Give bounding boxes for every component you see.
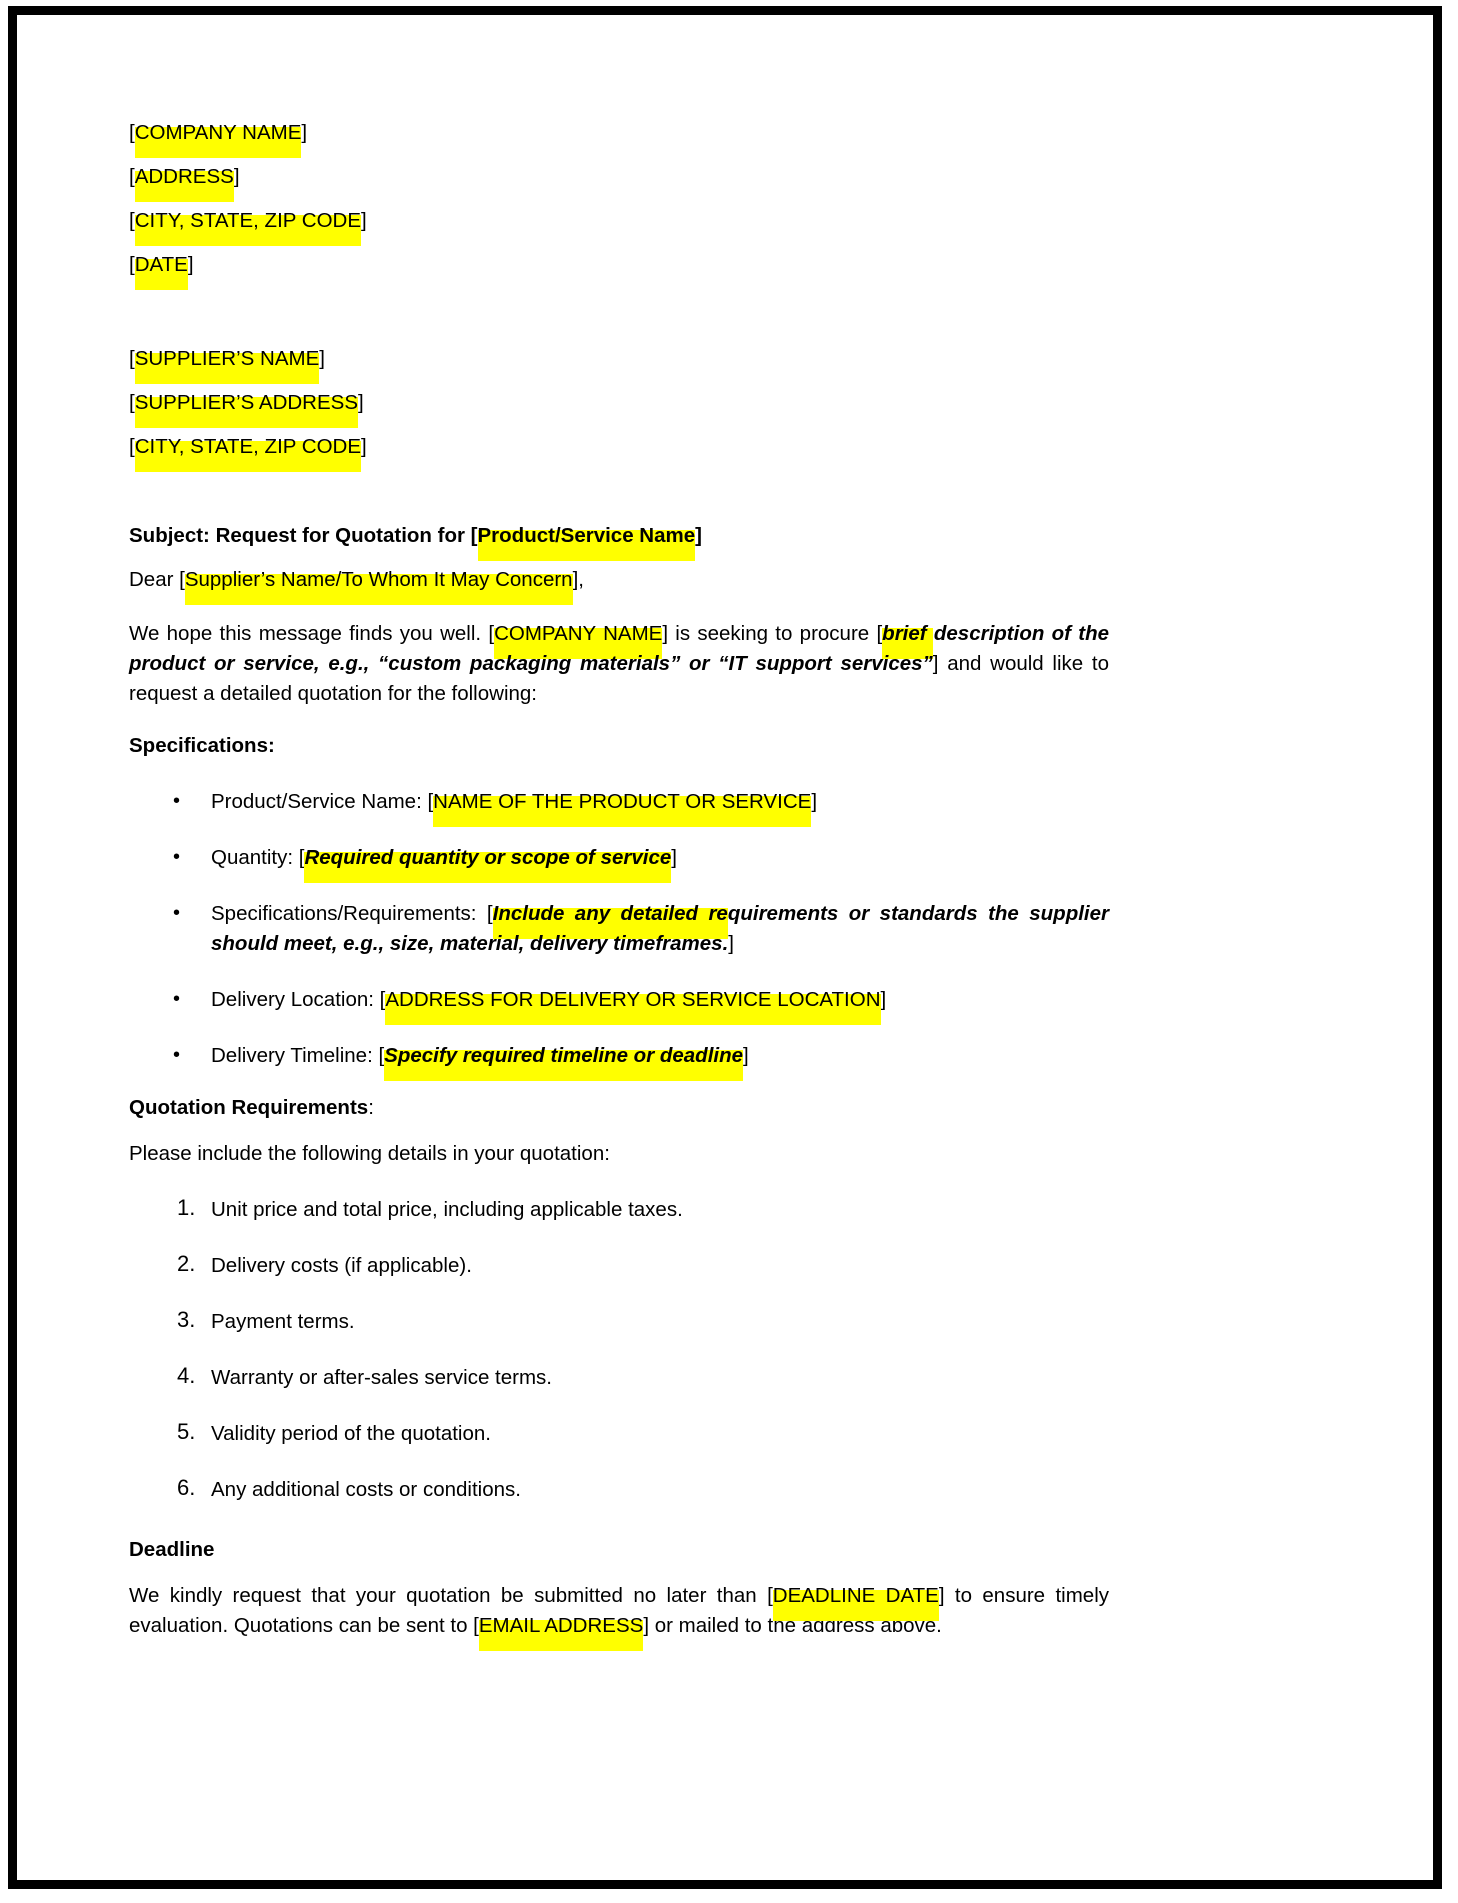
highlight-brief-description: brief description of the product or service, e.g., “custom packaging materials” or “IT support services”	[129, 622, 1110, 675]
recipient-line-city: [CITY, STATE, ZIP CODE]	[129, 435, 367, 458]
highlight-date: DATE	[134, 253, 188, 276]
deadline-heading: Deadline	[129, 1538, 215, 1561]
highlight-email-address: EMAIL ADDRESS	[478, 1614, 644, 1637]
recipient-line-name: [SUPPLIER’S NAME]	[129, 347, 325, 370]
highlight-name-of-product: NAME OF THE PRODUCT OR SERVICE	[433, 790, 812, 813]
spec-suffix-1: ]	[671, 846, 677, 869]
spacer-between-addresses	[129, 287, 1109, 337]
deadline-paragraph	[129, 1581, 1109, 1641]
subject-suffix: ]	[695, 524, 702, 547]
highlight-product-service-name: Product/Service Name	[477, 524, 696, 547]
recipient-line-address: [SUPPLIER’S ADDRESS]	[129, 391, 364, 414]
highlight-delivery-timeline: Specify required timeline or deadline	[384, 1044, 744, 1067]
highlight-supplier-salutation: Supplier’s Name/To Whom It May Concern	[184, 568, 573, 591]
highlight-city-state-zip: CITY, STATE, ZIP CODE	[134, 209, 362, 232]
list-item: Delivery costs (if applicable).	[211, 1254, 472, 1277]
highlight-delivery-address: ADDRESS FOR DELIVERY OR SERVICE LOCATION	[385, 988, 881, 1011]
spec-prefix-1: Quantity: [	[211, 846, 305, 869]
list-item	[129, 899, 1109, 959]
spec-suffix-3: ]	[880, 988, 887, 1011]
spec-suffix-4: ]	[743, 1044, 749, 1067]
highlight-supplier-name: SUPPLIER’S NAME	[134, 347, 320, 370]
spec-suffix-2: ]	[728, 932, 734, 955]
spec-suffix-0: ]	[811, 790, 818, 813]
spacer-before-subject	[129, 469, 1109, 499]
quotation-items-list	[129, 1195, 1109, 1505]
subject-line	[129, 515, 1109, 557]
sender-line-company: [COMPANY NAME]	[129, 121, 308, 144]
list-item: Any additional costs or conditions.	[211, 1478, 521, 1501]
quotation-intro-paragraph: Please include the following details in your quotation:	[129, 1142, 610, 1165]
highlight-company-name: COMPANY NAME	[134, 121, 302, 144]
list-item	[129, 787, 1109, 817]
sender-address-block	[129, 111, 1109, 287]
intro-part-2: ] is seeking to procure [	[662, 622, 883, 645]
salutation-suffix: ],	[572, 568, 584, 591]
list-item	[129, 985, 1109, 1015]
intro-part-3: ] and would like to request a detailed quotation for the following:	[129, 652, 1109, 705]
deadline-part-2: ] to ensure timely evaluation. Quotations can be sent to [	[129, 1584, 1109, 1637]
sender-line-address: [ADDRESS]	[129, 165, 240, 188]
page-border-frame	[8, 6, 1442, 1889]
highlight-company-name-inline: COMPANY NAME	[494, 622, 663, 645]
highlight-supplier-address: SUPPLIER’S ADDRESS	[134, 391, 359, 414]
deadline-part-1: We kindly request that your quotation be submitted no later than [	[129, 1584, 773, 1607]
sender-line-city: [CITY, STATE, ZIP CODE]	[129, 209, 367, 232]
list-item	[129, 1041, 1109, 1071]
list-item: Payment terms.	[211, 1310, 355, 1333]
subject-prefix: Subject: Request for Quotation for [	[129, 524, 478, 547]
highlight-address: ADDRESS	[134, 165, 234, 188]
intro-part-1: We hope this message finds you well. [	[129, 622, 495, 645]
list-item: Warranty or after-sales service terms.	[211, 1366, 552, 1389]
highlight-deadline-date: DEADLINE DATE	[772, 1584, 939, 1607]
quotation-requirements-bold: Quotation Requirements	[129, 1096, 369, 1119]
spec-prefix-0: Product/Service Name: [	[211, 790, 434, 813]
spec-prefix-2: Specifications/Requirements: [	[211, 902, 493, 925]
salutation-prefix: Dear [	[129, 568, 185, 591]
spec-prefix-4: Delivery Timeline: [	[211, 1044, 385, 1067]
salutation-line	[129, 557, 1109, 603]
sender-line-date: [DATE]	[129, 253, 194, 276]
list-item	[129, 843, 1109, 873]
quotation-requirements-heading	[129, 1093, 1109, 1123]
list-item: Unit price and total price, including applicable taxes.	[211, 1198, 683, 1221]
highlight-supplier-city-state-zip: CITY, STATE, ZIP CODE	[134, 435, 362, 458]
deadline-part-3: ] or mailed to the address above.	[643, 1614, 942, 1637]
intro-paragraph	[129, 619, 1109, 709]
specifications-list	[129, 787, 1109, 1071]
quotation-requirements-colon: :	[368, 1096, 374, 1119]
highlight-required-quantity: Required quantity or scope of service	[304, 846, 672, 869]
recipient-address-block	[129, 337, 1109, 469]
specifications-heading: Specifications:	[129, 734, 275, 757]
list-item: Validity period of the quotation.	[211, 1422, 491, 1445]
document-body	[129, 15, 1109, 1641]
highlight-detailed-requirements: Include any detailed requirements or standards the supplier should meet, e.g., size, material, delivery timeframes.	[211, 902, 1109, 955]
spec-prefix-3: Delivery Location: [	[211, 988, 386, 1011]
